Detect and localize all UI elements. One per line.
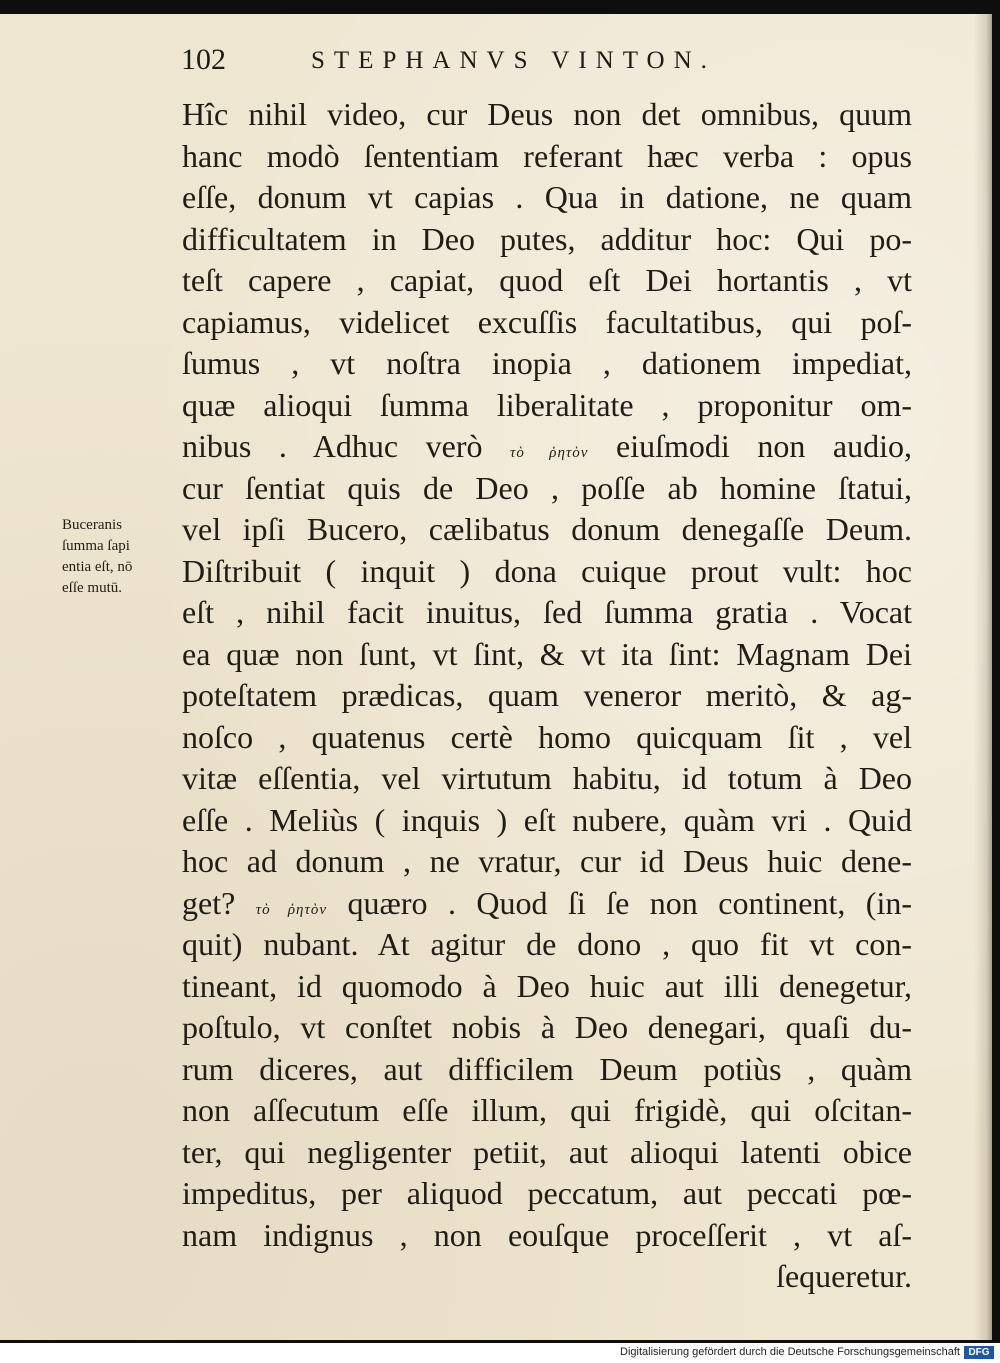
text-line: quæ alioqui ſumma liberalitate , proponitur om- <box>182 386 912 423</box>
text-line: eſſe . Meliùs ( inquis ) eſt nubere, quàm vri . Quid <box>182 801 912 838</box>
text-line: eſſe, donum vt capias . Qua in datione, ne quam <box>182 179 912 215</box>
text-line: teſt capere , capiat, quod eſt Dei hortantis , vt <box>182 262 912 298</box>
text-line: non aſſecutum eſſe illum, qui frigidè, qui oſcitan- <box>182 1092 912 1128</box>
text-segment: quæro . Quod ſi ſe non continent, (in- <box>327 884 912 921</box>
text-line: ter, qui negligenter petiit, aut alioqui latenti obice <box>182 1133 912 1170</box>
page-header <box>181 41 821 81</box>
marginal-note <box>62 515 180 599</box>
footer-credit: Digitalisierung gefördert durch die Deutsche Forschungsgemeinschaft <box>620 1346 960 1358</box>
text-line: difficultatem in Deo putes, additur hoc: Qui po- <box>182 220 912 257</box>
text-segment: get? <box>182 884 256 921</box>
text-line-catch: ſequeretur. <box>776 1258 912 1294</box>
text-line: eſt , nihil facit inuitus, ſed ſumma gratia . Vocat <box>182 594 912 630</box>
text-line: nam indignus , non eouſque proceſſerit , vt aſ- <box>182 1216 912 1253</box>
text-line: hanc modò ſententiam referant hæc verba : opus <box>182 137 912 174</box>
text-line: ea quæ non ſunt, vt ſint, & vt ita ſint: Magnam Dei <box>182 635 912 672</box>
text-line: impeditus, per aliquod peccatum, aut peccati pœ- <box>182 1175 912 1211</box>
marginal-note-line: ſumma ſapi <box>62 538 130 554</box>
text-segment: eiuſmodi non audio, <box>588 428 912 464</box>
page-edge-shadow <box>974 14 992 1340</box>
marginal-note-line: entia eſt, nō <box>62 559 133 575</box>
text-line: capiamus, videlicet excuſſis facultatibus, qui poſ- <box>182 303 912 340</box>
text-line: tineant, id quomodo à Deo huic aut illi denegetur, <box>182 967 912 1004</box>
text-line: ſumus , vt noſtra inopia , dationem impediat, <box>182 345 912 381</box>
text-line: cur ſentiat quis de Deo , poſſe ab homine ſtatui, <box>182 469 912 506</box>
page-number: 102 <box>181 43 226 76</box>
greek-phrase: τὸ ῥητὸν <box>510 445 589 461</box>
text-line <box>182 883 912 925</box>
text-line: noſco , quatenus certè homo quicquam ſit , vel <box>182 718 912 755</box>
text-line: vel ipſi Bucero, cælibatus donum denegaſſe Deum. <box>182 511 912 547</box>
text-line: quit) nubant. At agitur de dono , quo fit vt con- <box>182 926 912 962</box>
text-line: poſtulo, vt conſtet nobis à Deo denegari, quaſi du- <box>182 1009 912 1045</box>
dfg-logo: DFG <box>964 1346 994 1359</box>
text-line: Hîc nihil video, cur Deus non det omnibus, quum <box>182 96 912 132</box>
text-segment: nibus . Adhuc verò <box>182 428 511 464</box>
running-head: STEPHANVS VINTON. <box>311 47 716 74</box>
text-line <box>182 426 912 468</box>
text-line: Diſtribuit ( inquit ) dona cuique prout vult: hoc <box>182 552 912 589</box>
text-line: vitæ eſſentia, vel virtutum habitu, id totum à Deo <box>182 760 912 796</box>
marginal-note-line: eſſe mutū. <box>62 580 122 596</box>
body-text <box>182 94 912 1298</box>
text-line: rum diceres, aut difficilem Deum potiùs , quàm <box>182 1050 912 1087</box>
text-line: hoc ad donum , ne vratur, cur id Deus huic dene- <box>182 843 912 879</box>
digitization-footer <box>0 1343 1000 1363</box>
text-line: poteſtatem prædicas, quam veneror meritò, & ag- <box>182 677 912 713</box>
marginal-note-line: Buceranis <box>62 517 122 533</box>
book-page <box>0 14 992 1340</box>
greek-phrase: τὸ ῥητὸν <box>255 901 328 918</box>
